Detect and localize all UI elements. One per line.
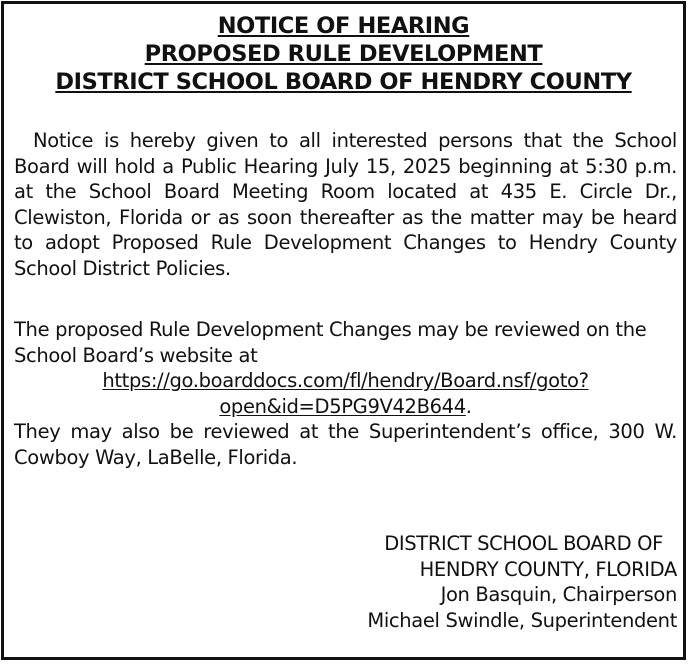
boarddocs-link-line-1[interactable]: https://go.boarddocs.com/fl/hendry/Board.nsf/goto? (102, 369, 589, 392)
heading-line-3: DISTRICT SCHOOL BOARD OF HENDRY COUNTY (55, 69, 632, 95)
notice-paragraph-2 (14, 317, 677, 470)
boarddocs-link[interactable] (14, 368, 677, 419)
signature-block (367, 531, 677, 633)
legal-notice-box (1, 1, 686, 660)
signature-org-line-1: DISTRICT SCHOOL BOARD OF (384, 532, 663, 555)
website-intro-text: The proposed Rule Development Changes may be reviewed on the School Board’s website at (14, 318, 647, 367)
link-period: . (465, 394, 472, 418)
signature-chairperson: Jon Basquin, Chairperson (440, 583, 677, 606)
signature-org-line-2: HENDRY COUNTY, FLORIDA (419, 557, 677, 581)
notice-heading (4, 12, 683, 96)
heading-line-2: PROPOSED RULE DEVELOPMENT (144, 41, 543, 67)
heading-line-1: NOTICE OF HEARING (217, 13, 470, 39)
notice-paragraph-1: Notice is hereby given to all interested persons that the School Board will hold a Public Hearing July 15, 2025 beginning at 5:30 p.m. at the School Board Meeting Room located at 435 E. Circle Dr., Clewiston, Florida or as soon thereafter as the matter may be heard to adopt Proposed Rule Development Changes to Hendry County School District Policies. (14, 129, 677, 280)
signature-superintendent: Michael Swindle, Superintendent (367, 608, 677, 632)
superintendent-office-text: They may also be reviewed at the Superintendent’s office, 300 W. Cowboy Way, LaBelle, Florida. (14, 420, 677, 469)
boarddocs-link-line-2[interactable]: open&id=D5PG9V42B644 (219, 394, 466, 418)
